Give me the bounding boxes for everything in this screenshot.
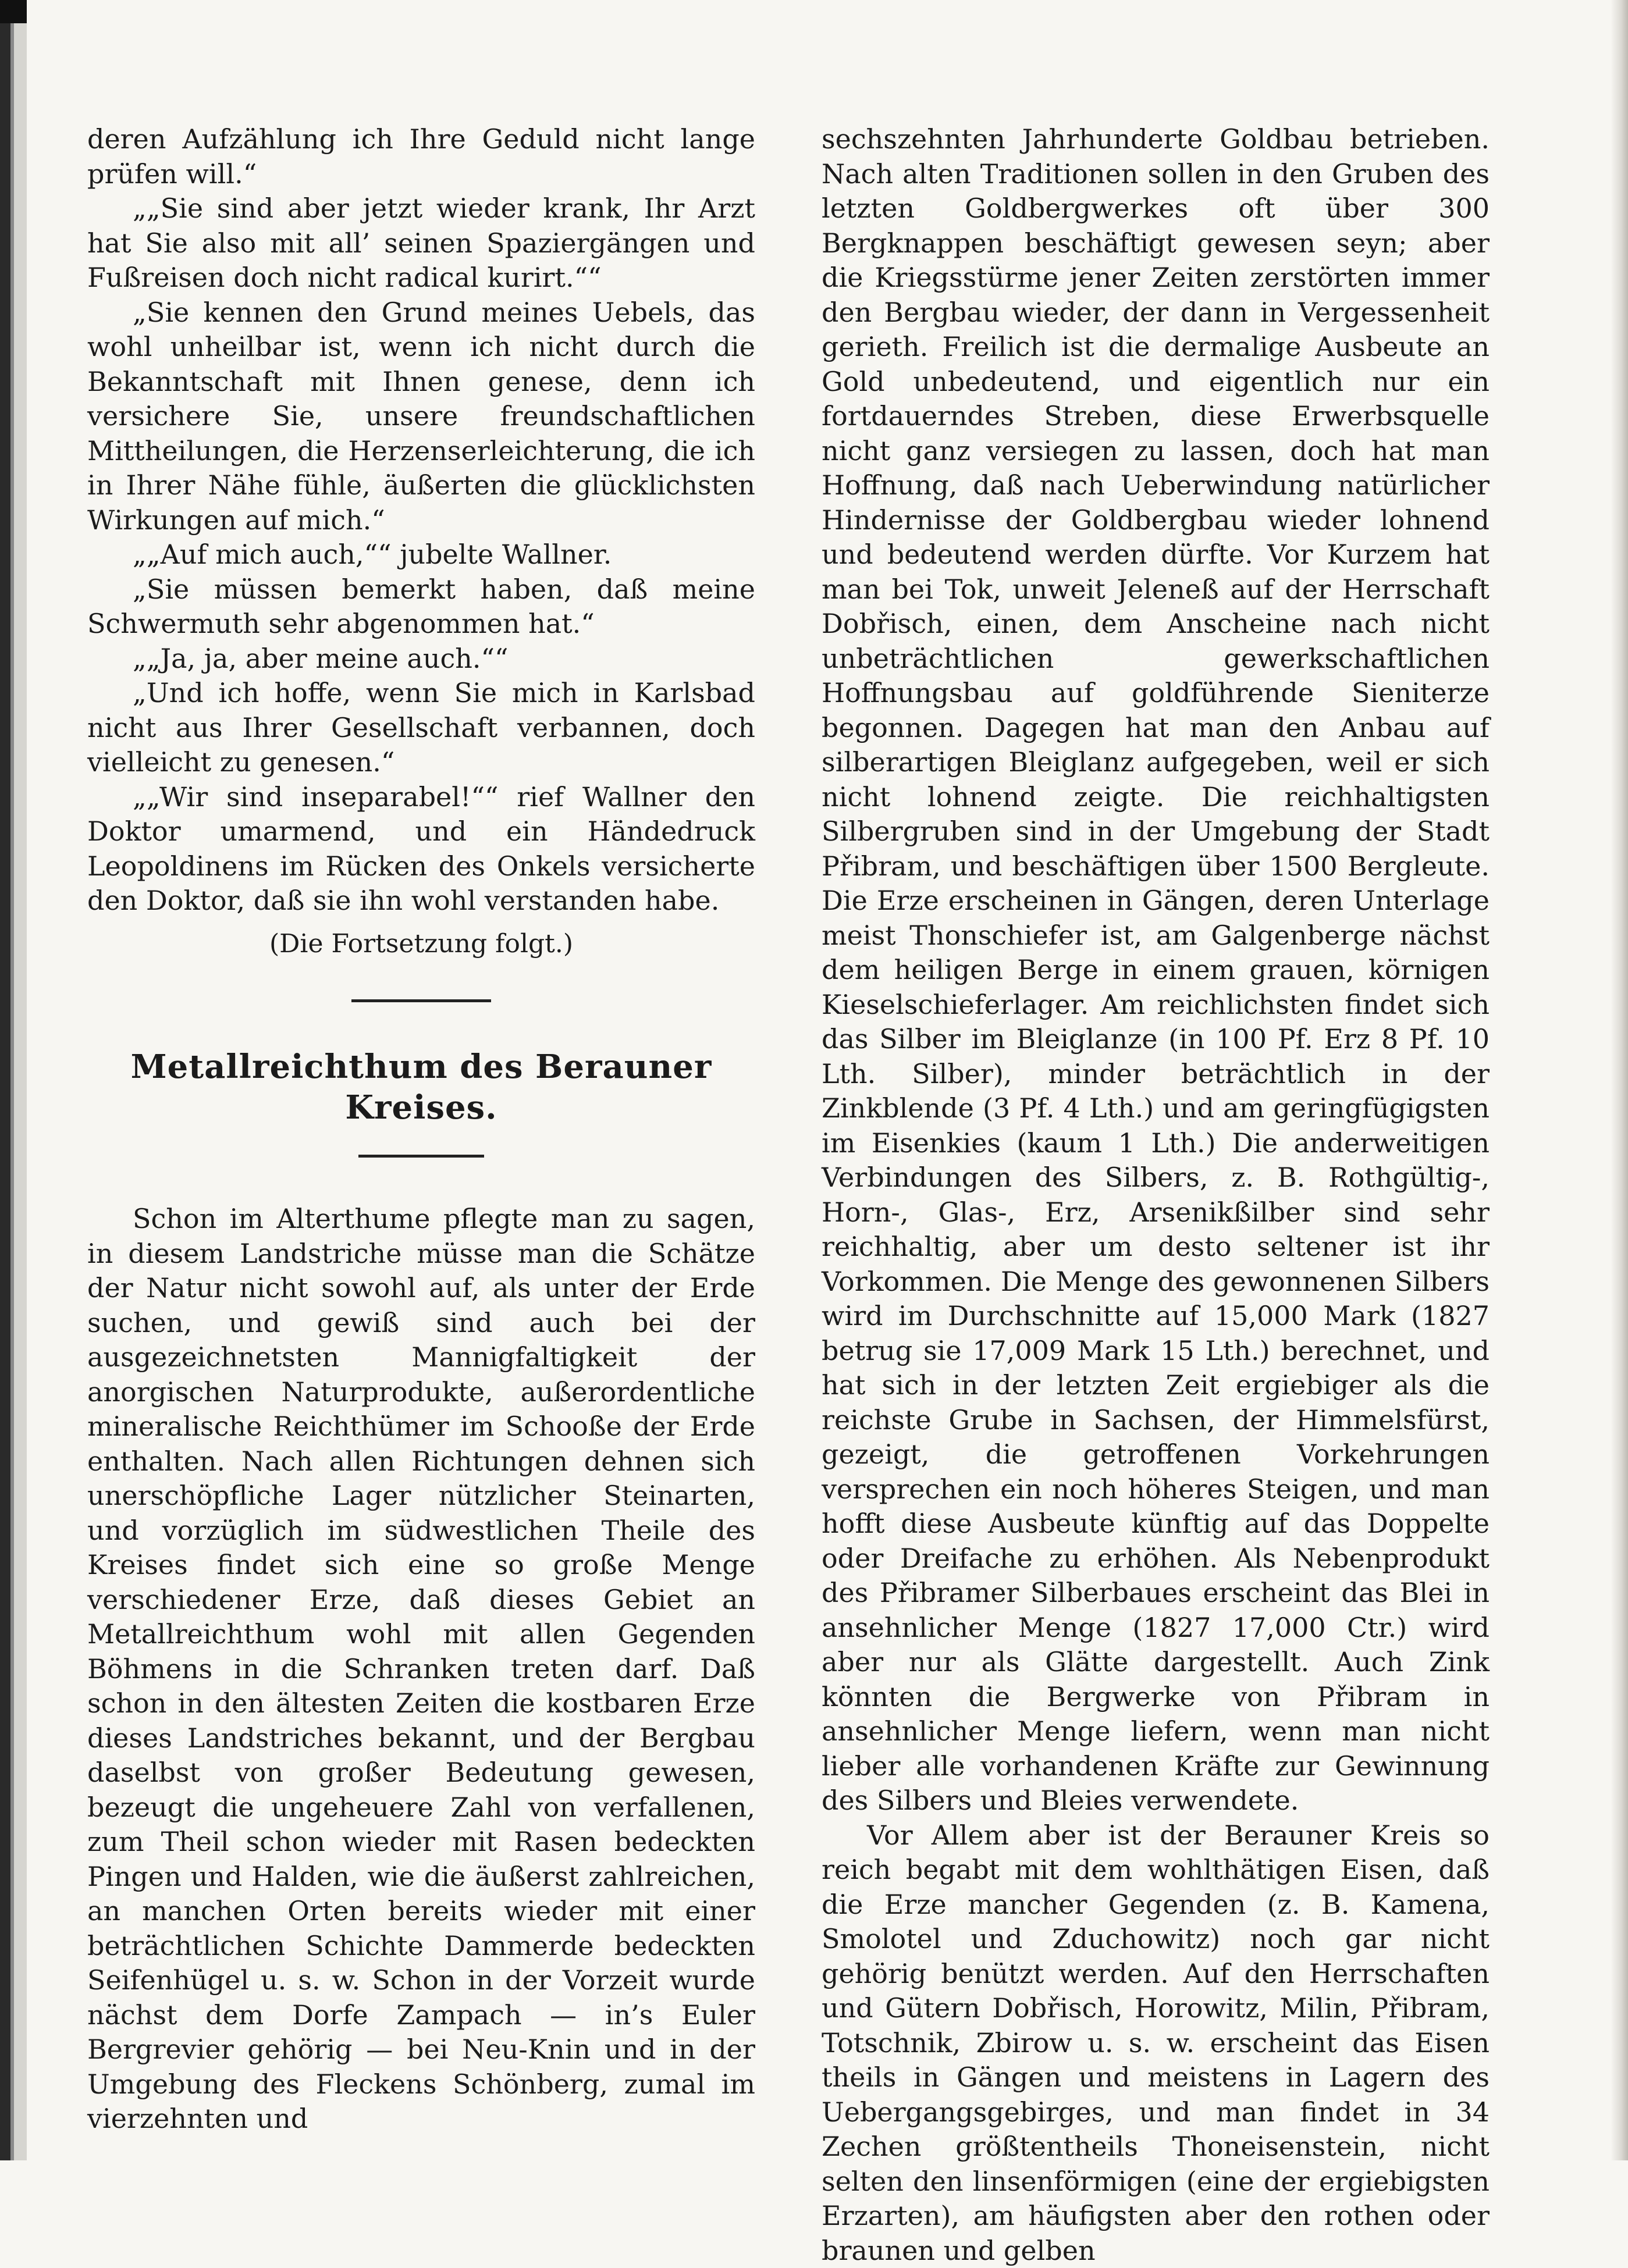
article-paragraph: Vor Allem aber ist der Berauner Kreis so reich begabt mit dem wohlthätigen Eisen, daß die Erze mancher Gegenden (z. B. Kamena, Smolotel und Zduchowitz) noch gar nicht gehörig benützt werden. Auf den Herrschaften und Gütern Dobřisch, Horowitz, Milin, Přibram, Totschnik, Zbirow u. s. w. erscheint das Eisen theils in Gängen und meistens in Lagern des Uebergangsgebirges, und man findet in 34 Zechen größtentheils Thoneisenstein, nicht selten den linsenförmigen (eine der ergiebigsten Erzarten), am häufigsten aber den rothen oder braunen und gelben xyxy=(822,1818,1490,2268)
page-edge-shadow xyxy=(1611,0,1628,2160)
left-column xyxy=(87,122,755,2137)
spacer xyxy=(87,1158,755,1202)
continuation-note: (Die Fortsetzung folgt.) xyxy=(87,927,755,962)
article-title: Metallreichthum des Berauner Kreises. xyxy=(87,1046,755,1128)
article-paragraph-continued: sechszehnten Jahrhunderte Goldbau betrieben. Nach alten Traditionen sollen in den Gruben des letzten Goldbergwerkes oft über 300 Bergknappen beschäftigt gewesen seyn; aber die Kriegsstürme jener Zeiten zerstörten immer den Bergbau wieder, der dann in Vergessenheit gerieth. Freilich ist die dermalige Ausbeute an Gold unbedeutend, und eigentlich nur ein fortdauerndes Streben, diese Erwerbsquelle nicht ganz versiegen zu lassen, doch hat man Hoffnung, daß nach Ueberwindung natürlicher Hindernisse der Goldbergbau wieder lohnend und bedeutend werden dürfte. Vor Kurzem hat man bei Tok, unweit Jeleneß auf der Herrschaft Dobřisch, einen, dem Anscheine nach nicht unbeträchtlichen gewerkschaftlichen Hoffnungsbau auf goldführende Sieniterze begonnen. Dagegen hat man den Anbau auf silberartigen Bleiglanz aufgegeben, weil er sich nicht lohnend zeigte. Die reichhaltigsten Silbergruben sind in der Umgebung der Stadt Přibram, und beschäftigen über 1500 Bergleute. Die Erze erscheinen in Gängen, deren Unterlage meist Thonschiefer ist, am Galgenberge nächst dem heiligen Berge in einem grauen, körnigen Kieselschieferlager. Am reichlichsten findet sich das Silber im Bleiglanze (in 100 Pf. Erz 8 Pf. 10 Lth. Silber), minder beträchtlich in der Zinkblende (3 Pf. 4 Lth.) und am geringfügigsten im Eisenkies (kaum 1 Lth.) Die anderweitigen Verbindungen des Silbers, z. B. Rothgültig-, Horn-, Glas-, Erz, Arsenikßilber sind sehr reichhaltig, aber um desto seltener ist ihr Vorkommen. Die Menge des gewonnenen Silbers wird im Durchschnitte auf 15,000 Mark (1827 betrug sie 17,009 Mark 15 Lth.) berechnet, und hat sich in der letzten Zeit ergiebiger als die reichste Grube in Sachsen, der Himmelsfürst, gezeigt, die getroffenen Vorkehrungen versprechen ein noch höheres Steigen, und man hofft diese Ausbeute künftig auf das Doppelte oder Dreifache zu erhöhen. Als Nebenprodukt des Přibramer Silberbaues erscheint das Blei in ansehnlicher Menge (1827 17,000 Ctr.) wird aber nur als Glätte dargestellt. Auch Zink könnten die Bergwerke von Přibram in ansehnlicher Menge liefern, wenn man nicht lieber alle vorhandenen Kräfte zur Gewinnung des Silbers und Bleies verwendete. xyxy=(822,122,1490,1818)
dialogue-paragraph: „Und ich hoffe, wenn Sie mich in Karlsbad nicht aus Ihrer Gesellschaft verbannen, doch vielleicht zu genesen.“ xyxy=(87,676,755,780)
book-spine-shadow xyxy=(0,0,27,2160)
section-divider xyxy=(351,999,491,1002)
dialogue-paragraph: „„Ja, ja, aber meine auch.““ xyxy=(87,642,755,677)
dialogue-paragraph: „„Sie sind aber jetzt wieder krank, Ihr Arzt hat Sie also mit all’ seinen Spaziergängen und Fußreisen doch nicht radical kurirt.““ xyxy=(87,191,755,295)
dialogue-paragraph: „„Auf mich auch,““ jubelte Wallner. xyxy=(87,537,755,572)
document-page xyxy=(87,122,1501,2100)
dialogue-paragraph: „„Wir sind inseparabel!““ rief Wallner den Doktor umarmend, und ein Händedruck Leopoldinens im Rücken des Onkels versicherte den Doktor, daß sie ihn wohl verstanden habe. xyxy=(87,780,755,918)
dialogue-paragraph: „Sie kennen den Grund meines Uebels, das wohl unheilbar ist, wenn ich nicht durch die Bekanntschaft mit Ihnen genese, denn ich versichere Sie, unsere freundschaftlichen Mittheilungen, die Herzenserleichterung, die ich in Ihrer Nähe fühle, äußerten die glücklichsten Wirkungen auf mich.“ xyxy=(87,295,755,538)
article-paragraph: Schon im Alterthume pflegte man zu sagen, in diesem Landstriche müsse man die Schätze der Natur nicht sowohl auf, als unter der Erde suchen, und gewiß sind auch bei der ausgezeichnetsten Mannigfaltigkeit der anorgischen Naturprodukte, außerordentliche mineralische Reichthümer im Schooße der Erde enthalten. Nach allen Richtungen dehnen sich unerschöpfliche Lager nützlicher Steinarten, und vorzüglich im südwestlichen Theile des Kreises findet sich eine so große Menge verschiedener Erze, daß dieses Gebiet an Metallreichthum wohl mit allen Gegenden Böhmens in die Schranken treten darf. Daß schon in den ältesten Zeiten die kostbaren Erze dieses Landstriches bekannt, und der Bergbau daselbst von großer Bedeutung gewesen, bezeugt die ungeheuere Zahl von verfallenen, zum Theil schon wieder mit Rasen bedeckten Pingen und Halden, wie die äußerst zahlreichen, an manchen Orten bereits wieder mit einer beträchtlichen Schichte Dammerde bedeckten Seifenhügel u. s. w. Schon in der Vorzeit wurde nächst dem Dorfe Zampach — in’s Euler Bergrevier gehörig — bei Neu-Knin und in der Umgebung des Fleckens Schönberg, zumal im vierzehnten und xyxy=(87,1202,755,2137)
spine-top-corner xyxy=(0,0,27,23)
right-column xyxy=(822,122,1490,2268)
dialogue-paragraph: „Sie müssen bemerkt haben, daß meine Schwermuth sehr abgenommen hat.“ xyxy=(87,572,755,642)
paragraph-continued: deren Aufzählung ich Ihre Geduld nicht lange prüfen will.“ xyxy=(87,122,755,191)
